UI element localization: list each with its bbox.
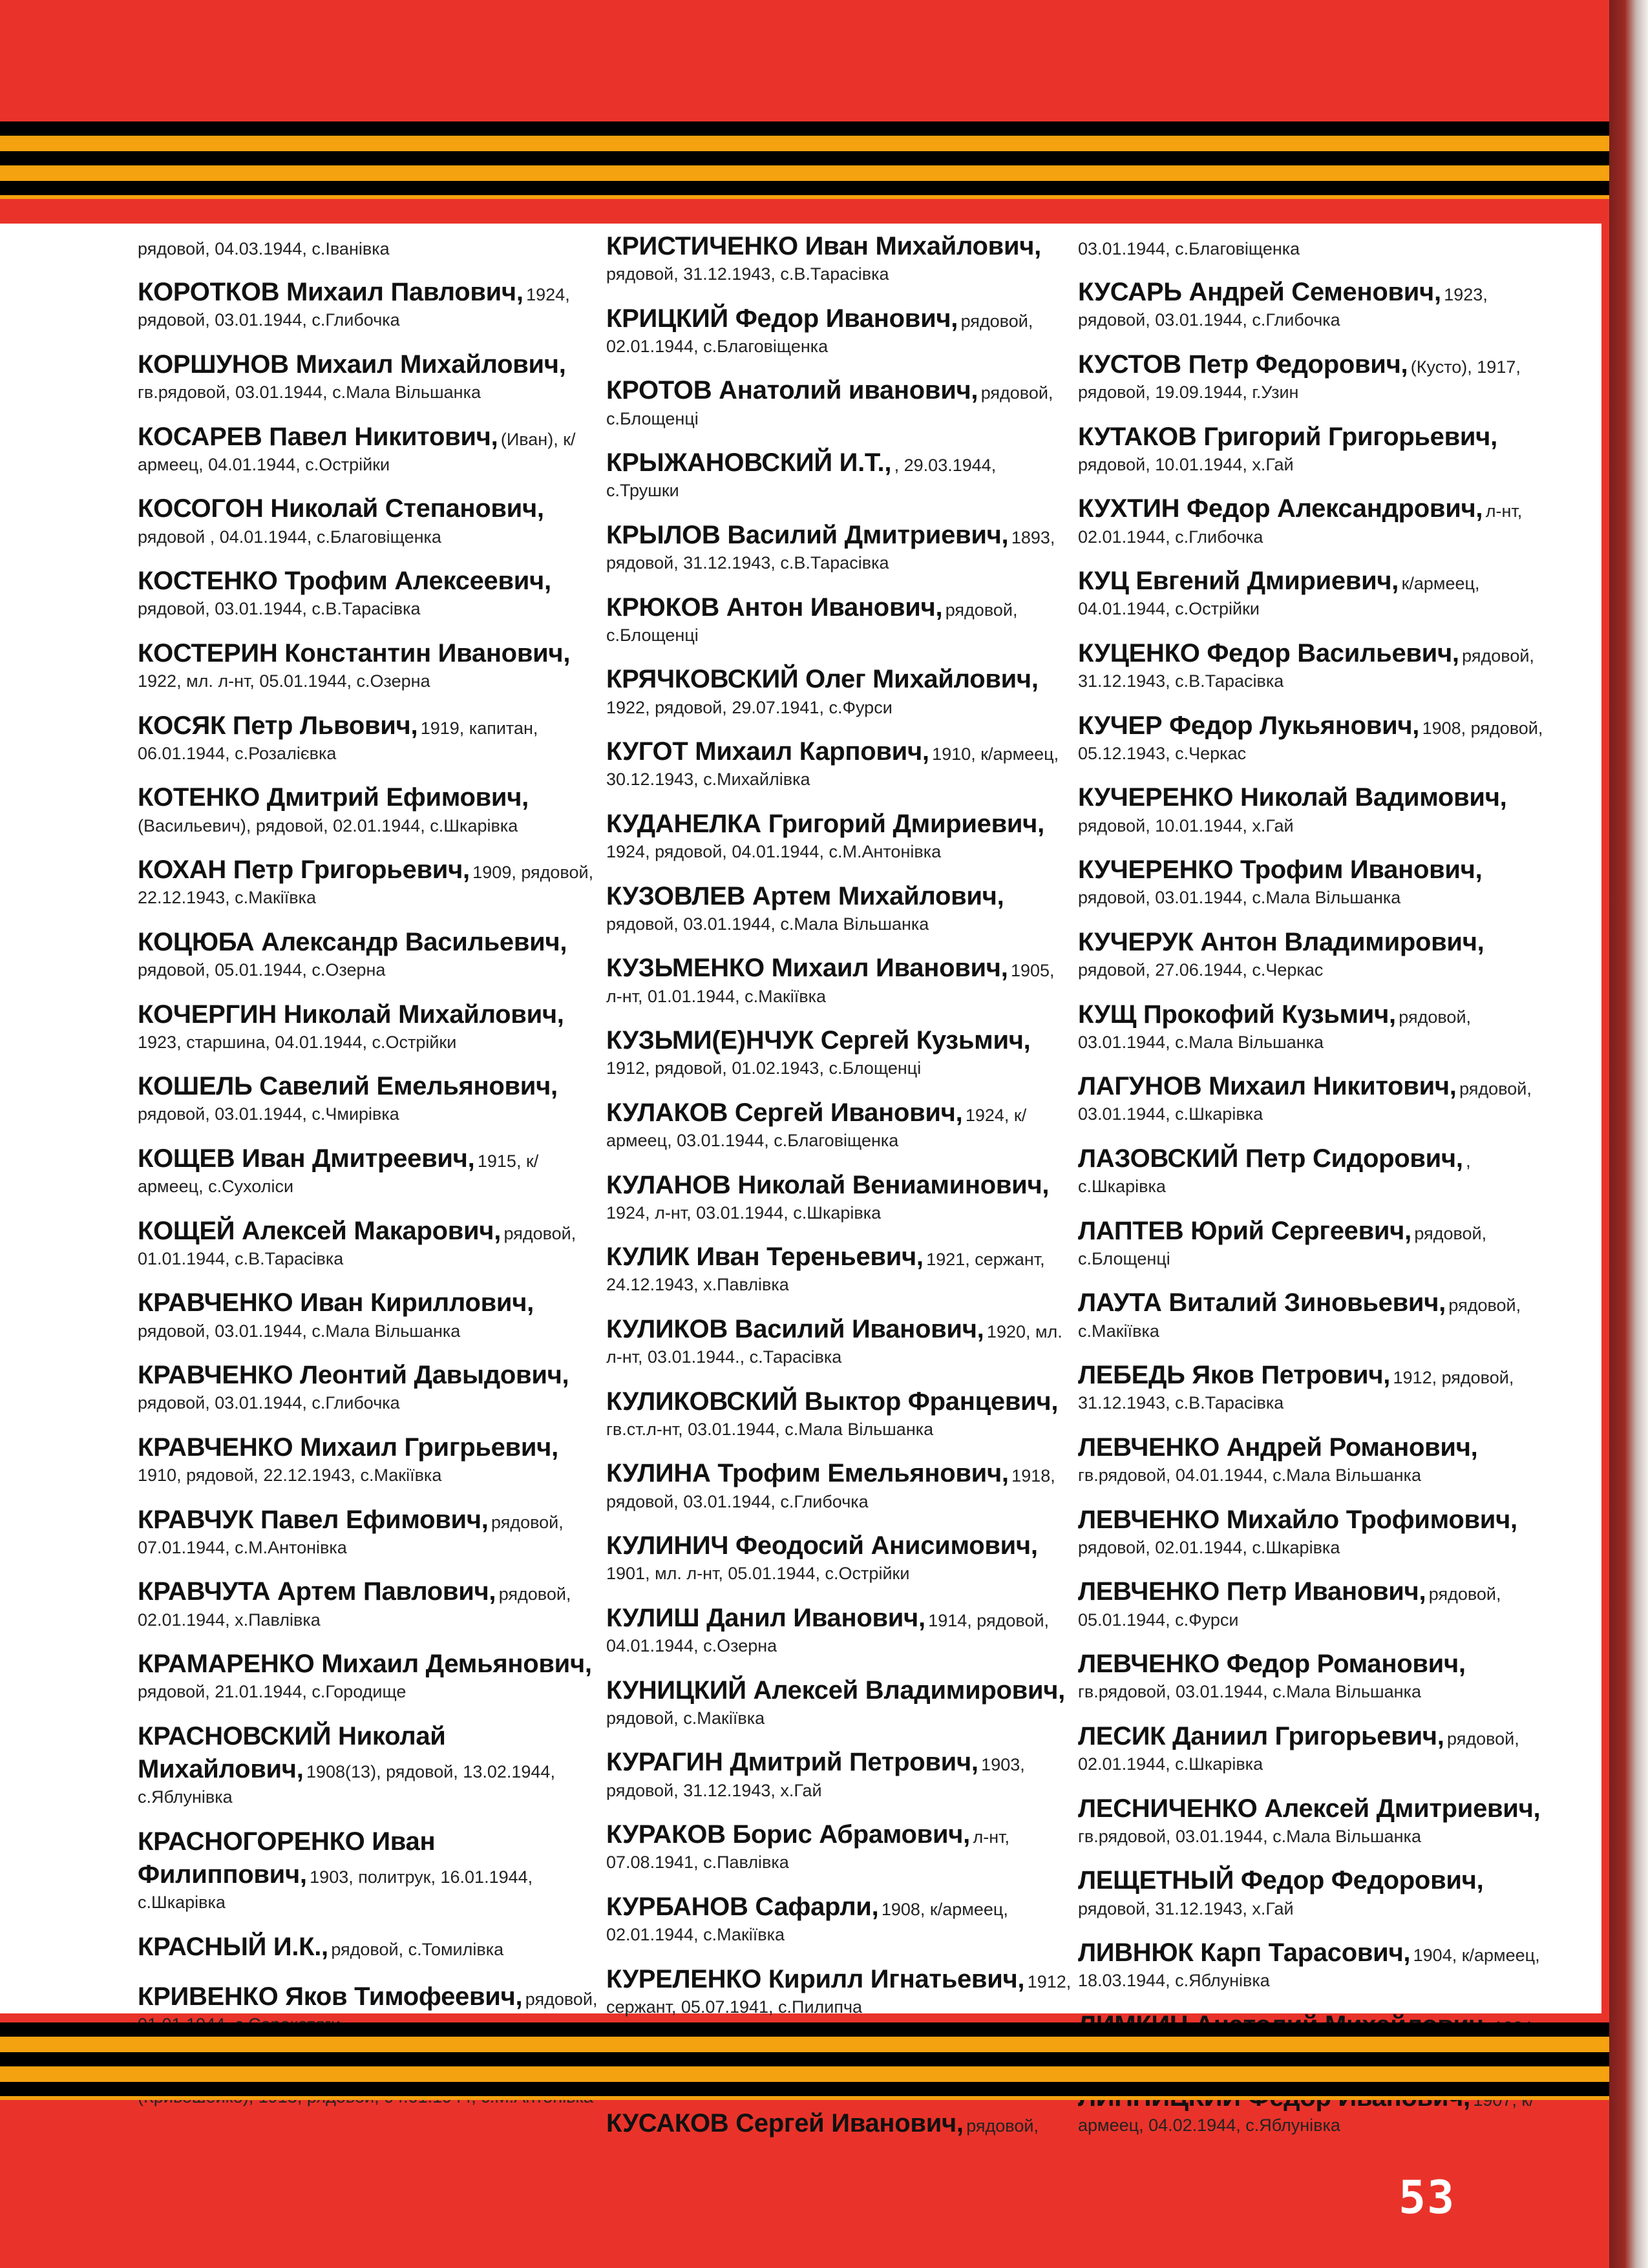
list-item [1078, 1215, 1543, 1270]
list-item [138, 1070, 603, 1126]
person-name: ЛЕВЧЕНКО Михайло Трофимович, [1078, 1505, 1517, 1534]
person-details: 1922, рядовой, 29.07.1941, с.Фурси [606, 697, 893, 717]
person-details: 1924, л-нт, 03.01.1944, с.Шкарівка [606, 1202, 882, 1223]
person-details: рядовой, 03.01.1944, с.Чмирівка [138, 1104, 399, 1124]
person-details: л-нт, 02.01.1944, с.Глибочка [1078, 501, 1523, 547]
person-name: КРАВЧЕНКО Михаил Григрьевич, [138, 1433, 558, 1462]
list-item [138, 1359, 603, 1414]
person-name: ЛЕСНИЧЕНКО Алексей Дмитриевич, [1078, 1794, 1541, 1823]
person-name: КУРЕЛЕНКО Кирилл Игнатьевич, [606, 1964, 1025, 1993]
list-item [1078, 1431, 1543, 1487]
list-item [606, 1385, 1072, 1441]
person-details: 1923, рядовой, 03.01.1944, с.Глибочка [1078, 285, 1488, 330]
person-name: КУРАГИН Дмитрий Петрович, [606, 1748, 978, 1777]
person-name: КРЯЧКОВСКИЙ Олег Михайлович, [606, 665, 1039, 694]
person-details: 1909, рядовой, 22.12.1943, с.Макіївка [138, 863, 594, 908]
person-details: к/армеец, 04.01.1944, с.Острійки [1078, 574, 1480, 619]
list-item [1078, 709, 1543, 765]
person-details: 1904, к/армеец, 18.03.1944, с.Яблунівка [1078, 1946, 1540, 1991]
person-name: КУЛАНОВ Николай Вениаминович, [606, 1170, 1050, 1199]
person-details: 1923, старшина, 04.01.1944, с.Острійки [138, 1032, 457, 1052]
person-details: рядовой, с.Макіївка [606, 1708, 765, 1728]
person-details: рядовой, 31.12.1943, с.В.Тарасівка [606, 264, 889, 284]
list-item [606, 735, 1072, 791]
list-item [606, 446, 1072, 502]
list-item [138, 1931, 603, 1964]
person-name: КОРШУНОВ Михаил Михайлович, [138, 350, 566, 379]
person-details: 1920, мл. л-нт, 03.01.1944., с.Тарасівка [606, 1322, 1062, 1367]
person-details: рядовой, 02.01.1944, с.Благовіщенка [606, 311, 1033, 356]
person-name: КУЦЕНКО Федор Васильевич, [1078, 638, 1459, 667]
person-name: КУСАРЬ Андрей Семенович, [1078, 278, 1441, 307]
person-name: КОЧЕРГИН Николай Михайлович, [138, 1000, 564, 1029]
person-details: 03.01.1944, с.Благовіщенка [1078, 239, 1300, 258]
person-details: , 29.03.1944, с.Трушки [606, 456, 997, 501]
list-item [138, 492, 603, 548]
person-details: рядовой, 27.06.1944, с.Черкас [1078, 960, 1324, 980]
person-details: рядовой, 02.01.1944, с.Шкарівка [1078, 1537, 1340, 1557]
list-item [138, 1142, 603, 1198]
list-item [138, 1575, 603, 1631]
person-name: КУЛАКОВ Сергей Иванович, [606, 1098, 963, 1127]
person-details: рядовой, [966, 2116, 1039, 2136]
person-name: КУЗЬМИ(Е)НЧУК Сергей Кузьмич, [606, 1026, 1031, 1055]
list-item [1078, 276, 1543, 331]
person-name: КУЧЕРУК Антон Владимирович, [1078, 927, 1484, 956]
person-name: КУСАКОВ Сергей Иванович, [606, 2109, 964, 2138]
person-name: КРАВЧУТА Артем Павлович, [138, 1577, 496, 1606]
list-item [606, 1241, 1072, 1296]
list-item [138, 709, 603, 765]
list-item [1078, 230, 1543, 263]
list-item [138, 565, 603, 620]
person-details: 1912, рядовой, 01.02.1943, с.Блощенці [606, 1058, 922, 1078]
list-item [138, 1431, 603, 1487]
person-details: рядовой, 03.01.1944, с.Мала Вільшанка [1078, 888, 1401, 908]
column-1 [138, 230, 603, 2125]
person-name: КОТЕНКО Дмитрий Ефимович, [138, 783, 529, 812]
list-item [138, 1286, 603, 1342]
person-details: рядовой, с.Блощенці [606, 600, 1018, 645]
person-name: КОРОТКОВ Михаил Павлович, [138, 278, 523, 307]
person-name: КОСТЕРИН Константин Иванович, [138, 638, 571, 667]
person-name: КОСЯК Петр Львович, [138, 711, 418, 740]
list-item [606, 302, 1072, 358]
person-name: КУЛИШ Данил Иванович, [606, 1603, 925, 1632]
person-details: 1903, рядовой, 31.12.1943, х.Гай [606, 1755, 1025, 1800]
person-name: КРОТОВ Анатолий иванович, [606, 376, 978, 405]
person-name: ЛЕВЧЕНКО Федор Романович, [1078, 1650, 1466, 1679]
page-number: 53 [1399, 2171, 1456, 2224]
person-details: гв.ст.л-нт, 03.01.1944, с.Мала Вільшанка [606, 1419, 934, 1439]
person-name: КРАСНОВСКИЙ Николай Михайлович, [138, 1721, 446, 1784]
list-item [1078, 421, 1543, 476]
list-item [138, 276, 603, 331]
person-details: рядовой, 03.01.1944, с.Мала Вільшанка [1078, 1007, 1472, 1052]
list-item [1078, 1792, 1543, 1848]
person-name: КУРБАНОВ Сафарли, [606, 1892, 879, 1921]
list-item [606, 1602, 1072, 1657]
list-item [606, 1963, 1072, 2019]
person-name: КУХТИН Федор Александрович, [1078, 494, 1483, 523]
person-details: 1919, капитан, 06.01.1944, с.Розалієвка [138, 718, 538, 763]
person-name: ЛЕСИК Даниил Григорьевич, [1078, 1721, 1444, 1750]
list-item [138, 1648, 603, 1703]
list-item [1078, 926, 1543, 982]
list-item [606, 591, 1072, 647]
list-item [138, 926, 603, 982]
list-item [1078, 1575, 1543, 1631]
column-2 [606, 230, 1072, 2157]
list-item [1078, 1359, 1543, 1414]
person-details: рядовой, 07.01.1944, с.М.Антонівка [138, 1512, 564, 1557]
person-name: КУТАКОВ Григорий Григорьевич, [1078, 422, 1497, 451]
list-item [138, 854, 603, 909]
person-details: рядовой, 04.03.1944, с.Іванівка [138, 239, 390, 258]
list-item [606, 1024, 1072, 1080]
person-name: КРАВЧУК Павел Ефимович, [138, 1505, 489, 1534]
person-name: КУРАКОВ Борис Абрамович, [606, 1820, 970, 1849]
person-name: ЛАЗОВСКИЙ Петр Сидорович, [1078, 1144, 1463, 1173]
person-details: рядовой, 21.01.1944, с.Городище [138, 1682, 407, 1702]
column-3 [1078, 230, 1543, 2153]
person-name: КОСАРЕВ Павел Никитович, [138, 422, 498, 451]
person-details: рядовой, [525, 1989, 598, 2009]
person-details: 1910, к/армеец, 30.12.1943, с.Михайлівка [606, 744, 1059, 790]
list-item [138, 421, 603, 476]
person-details: рядовой , 04.01.1944, с.Благовіщенка [138, 527, 441, 547]
person-name: КУДАНЕЛКА Григорий Дмириевич, [606, 809, 1044, 838]
person-name: ЛАПТЕВ Юрий Сергеевич, [1078, 1216, 1411, 1245]
list-item [606, 519, 1072, 574]
list-item [1078, 637, 1543, 693]
list-item [606, 374, 1072, 430]
person-details: 1903, политрук, 16.01.1944, с.Шкарівка [138, 1867, 533, 1913]
person-details: рядовой, с.Блощенці [1078, 1223, 1487, 1268]
person-details: армеец, 04.02.1944, с.Яблунівка [1078, 2115, 1340, 2135]
list-item [606, 2107, 1072, 2140]
person-name: КУЛИК Иван Тереньевич, [606, 1243, 924, 1272]
person-name: КРИВЕНКО Яков Тимофеевич, [138, 1982, 523, 2011]
list-item [606, 880, 1072, 936]
person-name: ЛЕБЕДЬ Яков Петрович, [1078, 1361, 1391, 1390]
person-name: ЛАУТА Виталий Зиновьевич, [1078, 1288, 1446, 1318]
person-name: КРАСНЫЙ И.К., [138, 1932, 328, 1961]
person-details: рядовой, 03.01.1944, с.Мала Вільшанка [606, 914, 929, 934]
person-details: 1910, рядовой, 22.12.1943, с.Макіївка [138, 1465, 442, 1486]
st-george-ribbon-bottom [0, 2022, 1609, 2100]
list-item [606, 1169, 1072, 1224]
person-name: КУЗЬМЕНКО Михаил Иванович, [606, 954, 1008, 983]
person-name: КУНИЦКИЙ Алексей Владимирович, [606, 1675, 1065, 1705]
person-details: 1905, л-нт, 01.01.1944, с.Макіївка [606, 961, 1055, 1006]
person-name: ЛЕВЧЕНКО Петр Иванович, [1078, 1577, 1426, 1606]
person-details: 1924, рядовой, 04.01.1944, с.М.Антонівка [606, 842, 942, 862]
person-details: рядовой, с.Блощенці [606, 383, 1053, 428]
person-name: КОСТЕНКО Трофим Алексеевич, [138, 567, 551, 596]
person-details: рядовой, 10.01.1944, х.Гай [1078, 815, 1294, 835]
person-name: КРЫЛОВ Василий Дмитриевич, [606, 520, 1009, 549]
person-details: л-нт, 07.08.1941, с.Павлівка [606, 1827, 1009, 1873]
st-george-ribbon-top [0, 121, 1609, 199]
person-details: (Васильевич), рядовой, 02.01.1944, с.Шкарівка [138, 815, 518, 835]
list-item [1078, 998, 1543, 1054]
list-item [1078, 1864, 1543, 1920]
list-item [138, 230, 603, 263]
names-list [0, 224, 1601, 2138]
person-name: КОХАН Петр Григорьевич, [138, 856, 470, 885]
person-name: КОСОГОН Николай Степанович, [138, 494, 544, 523]
person-details: 1908(13), рядовой, 13.02.1944, с.Яблунівка [138, 1762, 555, 1807]
person-details: рядовой, с.Томилівка [331, 1939, 504, 1959]
person-details: гв.рядовой, 03.01.1944, с.Мала Вільшанка [1078, 1826, 1421, 1846]
person-name: КРЮКОВ Антон Иванович, [606, 593, 943, 622]
person-name: КУЧЕРЕНКО Трофим Иванович, [1078, 856, 1483, 885]
list-item [606, 1457, 1072, 1513]
person-details: , с.Шкарівка [1078, 1151, 1471, 1197]
person-name: КРАМАРЕНКО Михаил Демьянович, [138, 1650, 592, 1679]
person-details: рядовой, 03.01.1944, с.Глибочка [138, 1393, 400, 1413]
person-details: рядовой, 10.01.1944, х.Гай [1078, 454, 1294, 474]
list-item [138, 348, 603, 404]
list-item [1078, 854, 1543, 909]
list-item [606, 1746, 1072, 1801]
list-item [1078, 492, 1543, 548]
list-item [606, 1818, 1072, 1874]
person-details: рядовой, 03.01.1944, с.Мала Вільшанка [138, 1321, 461, 1341]
person-details: гв.рядовой, 04.01.1944, с.Мала Вільшанка [1078, 1465, 1421, 1486]
person-details: 1924, к/армеец, 03.01.1944, с.Благовіщенка [606, 1105, 1027, 1150]
list-item [606, 1313, 1072, 1369]
person-name: КУЧЕРЕНКО Николай Вадимович, [1078, 783, 1507, 812]
list-item [606, 1674, 1072, 1730]
person-details: 1912, сержант, 05.07.1941, с.Пилипча [606, 1971, 1072, 2017]
list-item [138, 1825, 603, 1914]
list-item [1078, 565, 1543, 620]
person-name: ЛИВНЮК Карп Тарасович, [1078, 1938, 1411, 1968]
person-name: КРИЦКИЙ Федор Иванович, [606, 304, 958, 333]
list-item [606, 1891, 1072, 1946]
person-details: 1914, рядовой, 04.01.1944, с.Озерна [606, 1610, 1050, 1656]
list-item [606, 663, 1072, 719]
person-details: (Кусто), 1917, рядовой, 19.09.1944, г.Узин [1078, 357, 1521, 403]
person-details: рядовой, 31.12.1943, х.Гай [1078, 1898, 1294, 1918]
list-item [1078, 1937, 1543, 1992]
person-details: рядовой, 03.01.1944, с.В.Тарасівка [138, 599, 421, 619]
list-item [606, 808, 1072, 863]
person-details: 1912, рядовой, 31.12.1943, с.В.Тарасівка [1078, 1368, 1514, 1413]
list-item [138, 998, 603, 1054]
person-details: (Иван), к/армеец, 04.01.1944, с.Острійки [138, 429, 576, 474]
person-details: 1908, рядовой, 05.12.1943, с.Черкас [1078, 718, 1543, 763]
person-name: КУЛИНИЧ Феодосий Анисимович, [606, 1531, 1038, 1560]
person-name: ЛЕВЧЕНКО Андрей Романович, [1078, 1433, 1478, 1462]
person-details: 1893, рядовой, 31.12.1943, с.В.Тарасівка [606, 527, 1055, 573]
person-details: 1915, к/армеец, с.Сухоліси [138, 1151, 539, 1197]
list-item [606, 952, 1072, 1007]
book-edge [1609, 0, 1648, 2268]
person-name: КОЦЮБА Александр Васильевич, [138, 927, 567, 956]
list-item [1078, 1648, 1543, 1703]
list-item [606, 1529, 1072, 1585]
list-item [138, 781, 603, 837]
person-details: рядовой, 05.01.1944, с.Озерна [138, 960, 386, 980]
person-name: КРАВЧЕНКО Леонтий Давыдович, [138, 1361, 569, 1390]
person-details: 1918, рядовой, 03.01.1944, с.Глибочка [606, 1466, 1055, 1511]
person-details: 1924, рядовой, 03.01.1944, с.Глибочка [138, 285, 570, 330]
person-name: КОЩЕВ Иван Дмитреевич, [138, 1144, 475, 1173]
list-item [1078, 1142, 1543, 1198]
person-name: КУЦ Евгений Дмириевич, [1078, 567, 1399, 596]
person-name: КРАСНОГОРЕНКО Иван Филиппович, [138, 1827, 436, 1889]
person-name: КРИСТИЧЕНКО Иван Михайлович, [606, 232, 1041, 260]
person-name: КУСТОВ Петр Федорович, [1078, 350, 1408, 379]
person-details: гв.рядовой, 03.01.1944, с.Мала Вільшанка [1078, 1682, 1421, 1702]
list-item [138, 637, 603, 693]
person-name: КОШЕЛЬ Савелий Емельянович, [138, 1072, 558, 1101]
person-name: КУЛИКОВ Василий Иванович, [606, 1315, 984, 1344]
list-item [1078, 1720, 1543, 1776]
person-name: КУГОТ Михаил Карпович, [606, 737, 929, 766]
list-item [1078, 781, 1543, 837]
person-name: КУЛИКОВСКИЙ Выктор Францевич, [606, 1387, 1059, 1416]
person-details: рядовой, 02.01.1944, с.Шкарівка [1078, 1728, 1519, 1774]
person-details: рядовой, 03.01.1944, с.Шкарівка [1078, 1079, 1532, 1124]
list-item [1078, 1070, 1543, 1126]
person-name: КУЗОВЛЕВ Артем Михайлович, [606, 881, 1004, 910]
person-details: рядовой, 02.01.1944, х.Павлівка [138, 1584, 571, 1630]
person-name: ЛЕЩЕТНЫЙ Федор Федорович, [1078, 1866, 1484, 1895]
list-item [138, 1720, 603, 1809]
list-item [138, 1504, 603, 1559]
person-name: КОЩЕЙ Алексей Макарович, [138, 1216, 502, 1245]
person-details: рядовой, 31.12.1943, с.В.Тарасівка [1078, 646, 1534, 691]
person-name: КУЛИНА Трофим Емельянович, [606, 1459, 1009, 1488]
person-details: рядовой, 01.01.1944, с.В.Тарасівка [138, 1223, 576, 1268]
list-item [138, 1215, 603, 1270]
person-details: 1921, сержант, 24.12.1943, х.Павлівка [606, 1250, 1045, 1295]
list-item [1078, 1504, 1543, 1559]
list-item [606, 230, 1072, 286]
list-item [1078, 1286, 1543, 1342]
person-name: КУЩ Прокофий Кузьмич, [1078, 1000, 1396, 1029]
person-details: рядовой, с.Макіївка [1078, 1296, 1521, 1341]
person-name: КРЫЖАНОВСКИЙ И.Т., [606, 448, 892, 478]
person-details: гв.рядовой, 03.01.1944, с.Мала Вільшанка [138, 383, 481, 403]
person-name: КРАВЧЕНКО Иван Кириллович, [138, 1288, 534, 1318]
person-details: 1922, мл. л-нт, 05.01.1944, с.Озерна [138, 671, 430, 691]
person-details: рядовой, 05.01.1944, с.Фурси [1078, 1584, 1501, 1630]
list-item [606, 1097, 1072, 1152]
list-item [1078, 348, 1543, 404]
person-name: ЛАГУНОВ Михаил Никитович, [1078, 1072, 1457, 1101]
person-details: 1901, мл. л-нт, 05.01.1944, с.Острійки [606, 1564, 910, 1584]
person-details: 1908, к/армеец, 02.01.1944, с.Макіївка [606, 1899, 1008, 1945]
person-name: КУЧЕР Федор Лукьянович, [1078, 711, 1420, 740]
